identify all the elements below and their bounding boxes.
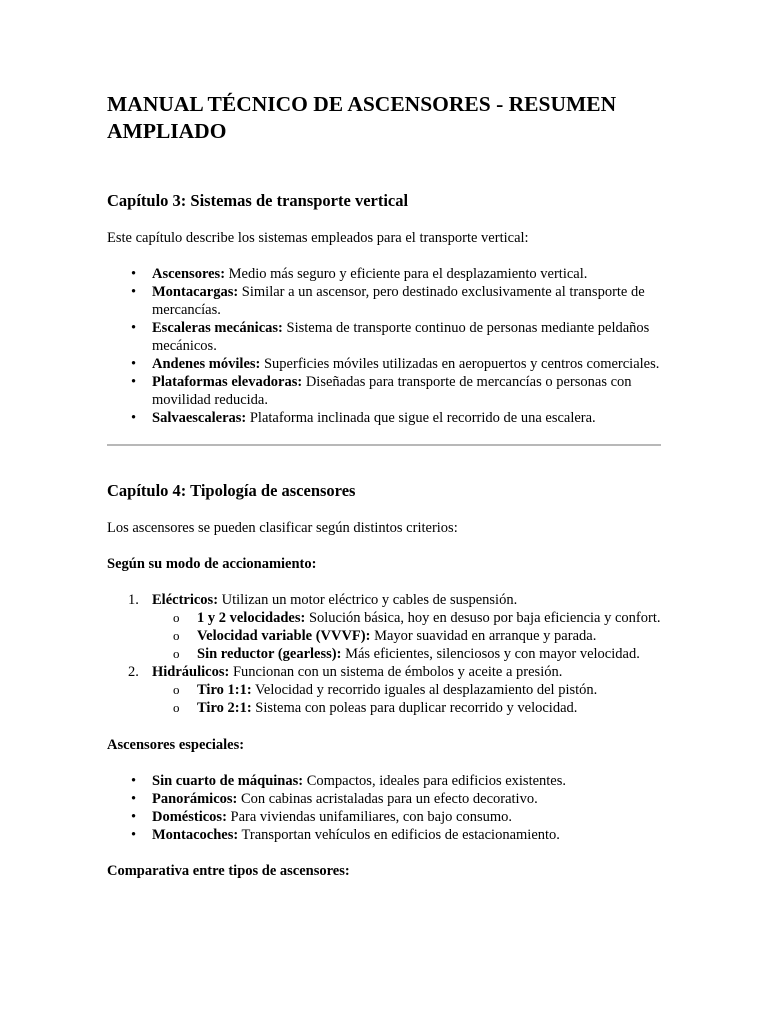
item-term: Montacargas:	[152, 284, 239, 300]
list-item	[152, 355, 661, 373]
hydraulic-subtypes-list	[152, 681, 661, 717]
list-item	[197, 699, 661, 717]
electric-subtypes-list	[152, 609, 661, 663]
list-item	[152, 826, 661, 844]
list-item	[152, 283, 661, 319]
item-term: Ascensores:	[152, 266, 226, 282]
item-text: Transportan vehículos en edificios de estacionamiento.	[238, 827, 560, 843]
list-item	[152, 265, 661, 283]
list-item	[152, 409, 661, 427]
chapter-4-heading: Capítulo 4: Tipología de ascensores	[107, 481, 356, 500]
chapter-3-intro: Este capítulo describe los sistemas empleados para el transporte vertical:	[107, 230, 529, 246]
item-term: Andenes móviles:	[152, 356, 261, 372]
item-term: Tiro 2:1:	[197, 700, 252, 716]
item-text: Velocidad y recorrido iguales al desplazamiento del pistón.	[251, 682, 598, 698]
item-text: Compactos, ideales para edificios existentes.	[303, 773, 567, 789]
item-term: Escaleras mecánicas:	[152, 320, 283, 336]
item-text: Funcionan con un sistema de émbolos y aceite a presión.	[229, 664, 563, 680]
item-text: Diseñadas para transporte de mercancías o personas con movilidad reducida.	[152, 374, 632, 408]
list-item	[197, 681, 661, 699]
item-term: Domésticos:	[152, 809, 227, 825]
special-elevators-heading: Ascensores especiales:	[107, 737, 245, 753]
list-item	[197, 627, 661, 645]
item-text: Para viviendas unifamiliares, con bajo consumo.	[226, 809, 512, 825]
item-term: Sin reductor (gearless):	[197, 646, 342, 662]
item-term: 1 y 2 velocidades:	[197, 610, 306, 626]
item-number: 2.	[128, 664, 139, 680]
item-term: Montacoches:	[152, 827, 239, 843]
list-item	[128, 591, 661, 663]
item-term: Velocidad variable (VVVF):	[197, 628, 371, 644]
comparison-heading: Comparativa entre tipos de ascensores:	[107, 863, 350, 879]
item-text: Con cabinas acristaladas para un efecto decorativo.	[237, 791, 538, 807]
special-elevators-list	[107, 772, 661, 844]
item-text: Utilizan un motor eléctrico y cables de suspensión.	[218, 592, 518, 608]
list-item	[128, 663, 661, 717]
chapter-3-heading: Capítulo 3: Sistemas de transporte vertical	[107, 191, 409, 210]
item-text: Sistema con poleas para duplicar recorrido y velocidad.	[251, 700, 578, 716]
document-title: MANUAL TÉCNICO DE ASCENSORES - RESUMEN AMPLIADO	[107, 92, 617, 143]
item-text: Solución básica, hoy en desuso por baja eficiencia y confort.	[305, 610, 661, 626]
item-term: Sin cuarto de máquinas:	[152, 773, 304, 789]
item-term: Hidráulicos:	[152, 664, 230, 680]
list-item	[197, 609, 661, 627]
item-text: Medio más seguro y eficiente para el desplazamiento vertical.	[225, 266, 588, 282]
item-term: Eléctricos:	[152, 592, 219, 608]
item-term: Plataformas elevadoras:	[152, 374, 303, 390]
item-text: Plataforma inclinada que sigue el recorrido de una escalera.	[246, 410, 596, 426]
chapter-4-intro: Los ascensores se pueden clasificar según distintos criterios:	[107, 520, 458, 536]
item-text: Mayor suavidad en arranque y parada.	[370, 628, 597, 644]
list-item	[152, 373, 661, 409]
section-divider	[107, 444, 661, 446]
item-text: Sistema de transporte continuo de personas mediante peldaños mecánicos.	[152, 320, 650, 354]
item-term: Salvaescaleras:	[152, 410, 247, 426]
transport-systems-list	[107, 265, 661, 427]
item-term: Panorámicos:	[152, 791, 238, 807]
drive-mode-heading: Según su modo de accionamiento:	[107, 556, 317, 572]
item-text: Más eficientes, silenciosos y con mayor velocidad.	[341, 646, 640, 662]
item-text: Superficies móviles utilizadas en aeropuertos y centros comerciales.	[260, 356, 660, 372]
list-item	[152, 808, 661, 826]
list-item	[197, 645, 661, 663]
drive-types-list	[107, 591, 661, 717]
list-item	[152, 319, 661, 355]
item-term: Tiro 1:1:	[197, 682, 252, 698]
item-number: 1.	[128, 592, 139, 608]
list-item	[152, 790, 661, 808]
item-text: Similar a un ascensor, pero destinado exclusivamente al transporte de mercancías.	[152, 284, 645, 318]
list-item	[152, 772, 661, 790]
